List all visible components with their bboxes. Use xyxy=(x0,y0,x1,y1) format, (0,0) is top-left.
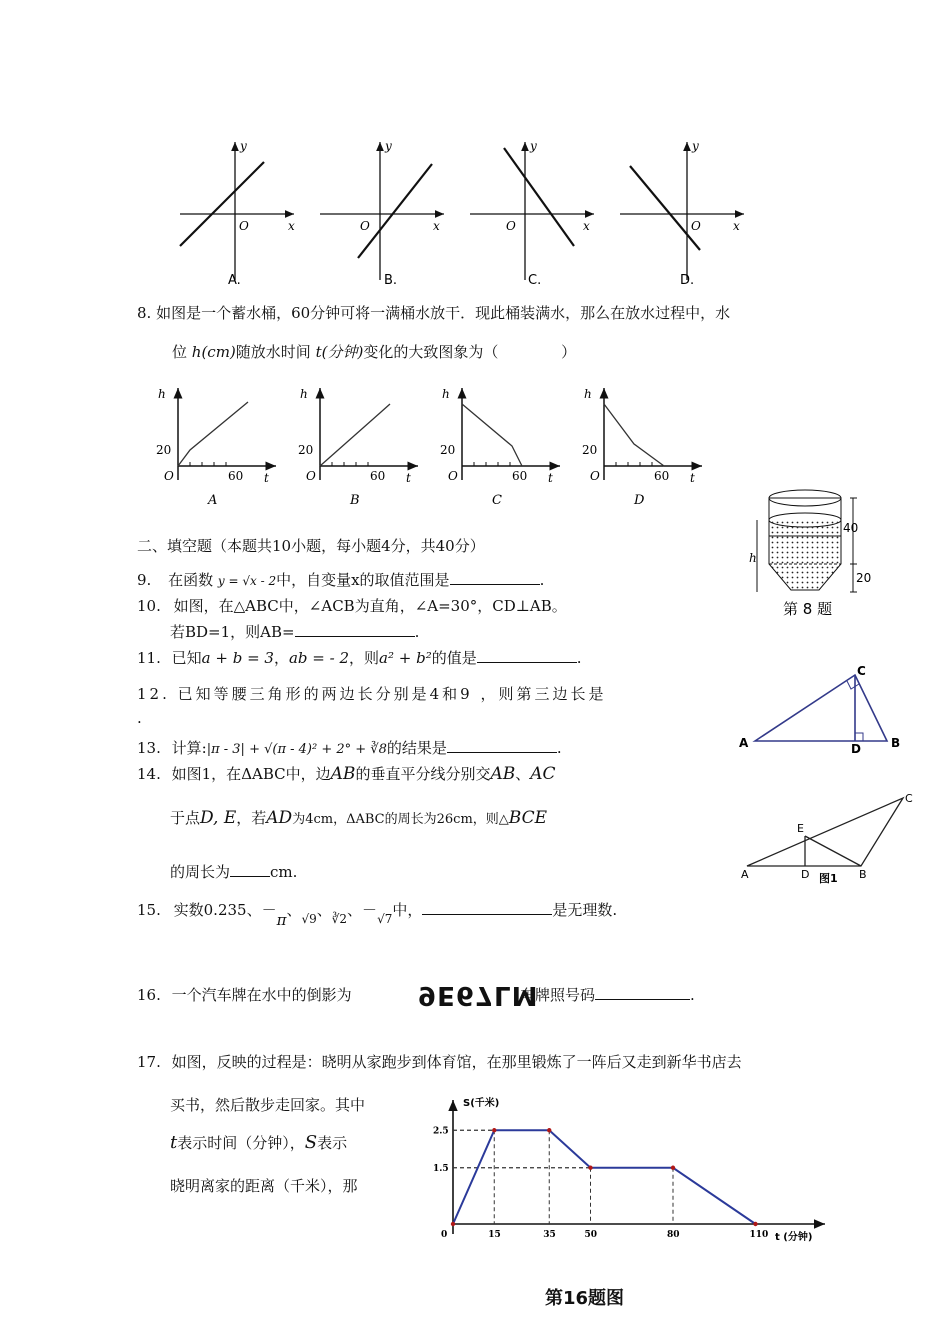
q7-origin: O xyxy=(239,219,249,233)
svg-text:20: 20 xyxy=(156,443,172,457)
q11: 11. 已知a + b = 3，ab = - 2，则a² + b²的值是 . xyxy=(137,649,582,667)
q17-distance-time-chart xyxy=(425,1090,845,1250)
q17-line3: t表示时间（分钟），S表示 xyxy=(170,1132,348,1153)
svg-text:t: t xyxy=(264,471,269,485)
q8-graph-b xyxy=(298,387,418,508)
q8-line1 xyxy=(137,303,730,323)
q9-formula: y = √x - 2 xyxy=(217,574,277,588)
svg-text:h: h xyxy=(158,387,166,401)
q7-y-label: y xyxy=(240,139,247,153)
svg-text:O: O xyxy=(164,469,174,483)
chart-point xyxy=(753,1222,757,1226)
q8-graphs xyxy=(150,380,710,510)
svg-text:20: 20 xyxy=(298,443,314,457)
svg-text:h: h xyxy=(300,387,308,401)
svg-text:t: t xyxy=(406,471,411,485)
chart-y-tick: 1.5 xyxy=(433,1163,449,1174)
q14-answer-blank[interactable] xyxy=(230,862,270,877)
svg-text:20: 20 xyxy=(582,443,598,457)
svg-text:x: x xyxy=(433,219,440,233)
q8-dim-40: 40 xyxy=(843,521,859,535)
q11-cond1: a + b = 3 xyxy=(201,649,274,667)
q10-triangle-figure xyxy=(735,665,910,760)
chart-point xyxy=(671,1166,675,1170)
q8-h-var: h(cm) xyxy=(191,343,236,361)
q17-line4: 晓明离家的距离（千米），那 xyxy=(170,1177,358,1195)
q12: 12. 已知等腰三角形的两边长分别是4和9 ，则第三边长是 xyxy=(137,685,607,703)
svg-text:y: y xyxy=(530,139,537,153)
q8-h-label: h xyxy=(749,551,757,565)
chart-x-tick: 15 xyxy=(488,1230,501,1240)
svg-text:O: O xyxy=(360,219,370,233)
q7-graph-b xyxy=(320,139,444,288)
q7-option-c: C. xyxy=(528,273,542,288)
q7-option-b: B. xyxy=(384,273,398,288)
svg-text:60: 60 xyxy=(654,469,670,483)
q7-option-d: D. xyxy=(680,273,695,288)
q14-label-b: B xyxy=(859,868,867,881)
q10-line1: 10. 如图，在△ABC中，∠ACB为直角，∠A=30°，CD⊥AB。 xyxy=(137,597,567,615)
q11-answer-blank[interactable] xyxy=(477,648,577,663)
q7-x-label: x xyxy=(288,219,295,233)
q8-option-c: C xyxy=(492,493,502,508)
q9-answer-blank[interactable] xyxy=(450,570,540,585)
q7-graph-a xyxy=(180,139,295,288)
q12-tail: . xyxy=(137,709,142,727)
q10-label-c: C xyxy=(857,665,866,678)
svg-text:y: y xyxy=(692,139,699,153)
q8-option-b: B xyxy=(350,493,360,508)
q8-dim-20: 20 xyxy=(856,571,872,585)
q17-chart-caption: 第16题图 xyxy=(545,1288,625,1309)
q8-number: 8. xyxy=(137,304,152,322)
svg-text:60: 60 xyxy=(370,469,386,483)
q14-line2: 于点D, E，若AD为4cm，ΔABC的周长为26cm，则△BCE xyxy=(170,808,548,828)
q7-graph-d xyxy=(620,139,744,288)
q8-bucket-figure xyxy=(735,480,885,620)
chart-y-tick: 2.5 xyxy=(433,1126,449,1137)
chart-x-label: t (分钟) xyxy=(775,1232,813,1243)
svg-text:O: O xyxy=(506,219,516,233)
q14-triangle-figure xyxy=(735,790,920,890)
q17-line1: 17. 如图，反映的过程是：晓明从家跑步到体育馆，在那里锻炼了一阵后又走到新华书店去 xyxy=(137,1053,742,1071)
q14-label-c: C xyxy=(905,792,913,805)
chart-point xyxy=(547,1128,551,1132)
q11-cond2: ab = - 2 xyxy=(288,649,350,667)
q14-line3: 的周长为 cm. xyxy=(170,863,298,881)
section-2-heading: 二、填空题（本题共10小题，每小题4分，共40分） xyxy=(137,537,485,555)
q10-label-d: D xyxy=(851,742,861,756)
chart-x-tick: 110 xyxy=(749,1230,769,1240)
chart-point xyxy=(451,1222,455,1226)
q8-line2: 位 h(cm)随放水时间 t(分钟)变化的大致图象为（ ） xyxy=(172,343,577,361)
q8-text: 如图是一个蓄水桶，60分钟可将一满桶水放干．现此桶装满水，那么在放水过程中，水 xyxy=(156,304,731,322)
svg-text:20: 20 xyxy=(440,443,456,457)
svg-text:h: h xyxy=(584,387,592,401)
svg-text:x: x xyxy=(583,219,590,233)
q7-option-a: A. xyxy=(228,273,241,288)
q10-label-b: B xyxy=(891,736,901,750)
q14-label-a: A xyxy=(741,868,749,881)
svg-text:h: h xyxy=(442,387,450,401)
q13-formula: |π - 3| + √(π - 4)² + 2° + ∛8 xyxy=(206,742,387,757)
chart-point xyxy=(492,1128,496,1132)
chart-x-tick: 35 xyxy=(543,1230,556,1240)
q14-line1: 14. 如图1，在ΔABC中，边AB的垂直平分线分别交AB、AC xyxy=(137,764,556,784)
q16-answer-blank[interactable] xyxy=(595,985,690,1000)
q14-label-e: E xyxy=(797,822,804,835)
q10-line2: 若BD=1，则AB= . xyxy=(170,623,420,641)
q8-option-a: A xyxy=(208,493,218,508)
chart-x-tick: 80 xyxy=(667,1230,680,1240)
q17-line2: 买书，然后散步走回家。其中 xyxy=(170,1096,366,1114)
q10-answer-blank[interactable] xyxy=(295,622,415,637)
q16-plate-reflection: 9E67LM xyxy=(418,980,539,1010)
q8-figure-caption: 第 8 题 xyxy=(783,600,833,618)
chart-series-line xyxy=(453,1130,756,1224)
q13: 13. 计算:|π - 3| + √(π - 4)² + 2° + ∛8的结果是 . xyxy=(137,739,562,757)
svg-text:O: O xyxy=(590,469,600,483)
chart-x-tick: 50 xyxy=(584,1230,598,1240)
svg-text:O: O xyxy=(448,469,458,483)
svg-text:O: O xyxy=(306,469,316,483)
svg-text:60: 60 xyxy=(512,469,528,483)
q16-tail: 车牌照号码 . xyxy=(520,986,695,1004)
svg-text:t: t xyxy=(548,471,553,485)
chart-x-tick: 0 xyxy=(441,1230,448,1240)
svg-text:t: t xyxy=(690,471,695,485)
svg-text:60: 60 xyxy=(228,469,244,483)
q8-option-d: D xyxy=(634,493,645,508)
q7-graphs xyxy=(170,130,760,295)
q15-answer-blank[interactable] xyxy=(422,900,552,915)
chart-y-label: S(千米) xyxy=(463,1098,500,1109)
q10-label-a: A xyxy=(739,736,749,750)
q16: 16. 一个汽车牌在水中的倒影为 xyxy=(137,986,352,1004)
q7-graph-c xyxy=(470,139,594,288)
q14-figure-caption: 图1 xyxy=(819,872,838,885)
q9: 9. 在函数 y = √x - 2中，自变量x的取值范围是 . xyxy=(137,571,545,589)
q13-answer-blank[interactable] xyxy=(447,738,557,753)
chart-point xyxy=(588,1166,592,1170)
q8-answer-blank[interactable] xyxy=(503,343,561,357)
q15: 15. 实数0.235、－π、$_{√9}$、$_{∛2}$、$-_{√7}$中， 是无理数. xyxy=(137,901,618,929)
svg-text:x: x xyxy=(733,219,740,233)
svg-text:y: y xyxy=(385,139,392,153)
q8-graph-a xyxy=(156,387,276,508)
svg-text:O: O xyxy=(691,219,701,233)
q11-expr: a² + b² xyxy=(379,649,432,667)
q8-graph-d xyxy=(582,387,702,508)
q8-graph-c xyxy=(440,387,560,508)
q8-t-var: t(分钟) xyxy=(315,343,364,361)
q14-label-d: D xyxy=(801,868,810,881)
